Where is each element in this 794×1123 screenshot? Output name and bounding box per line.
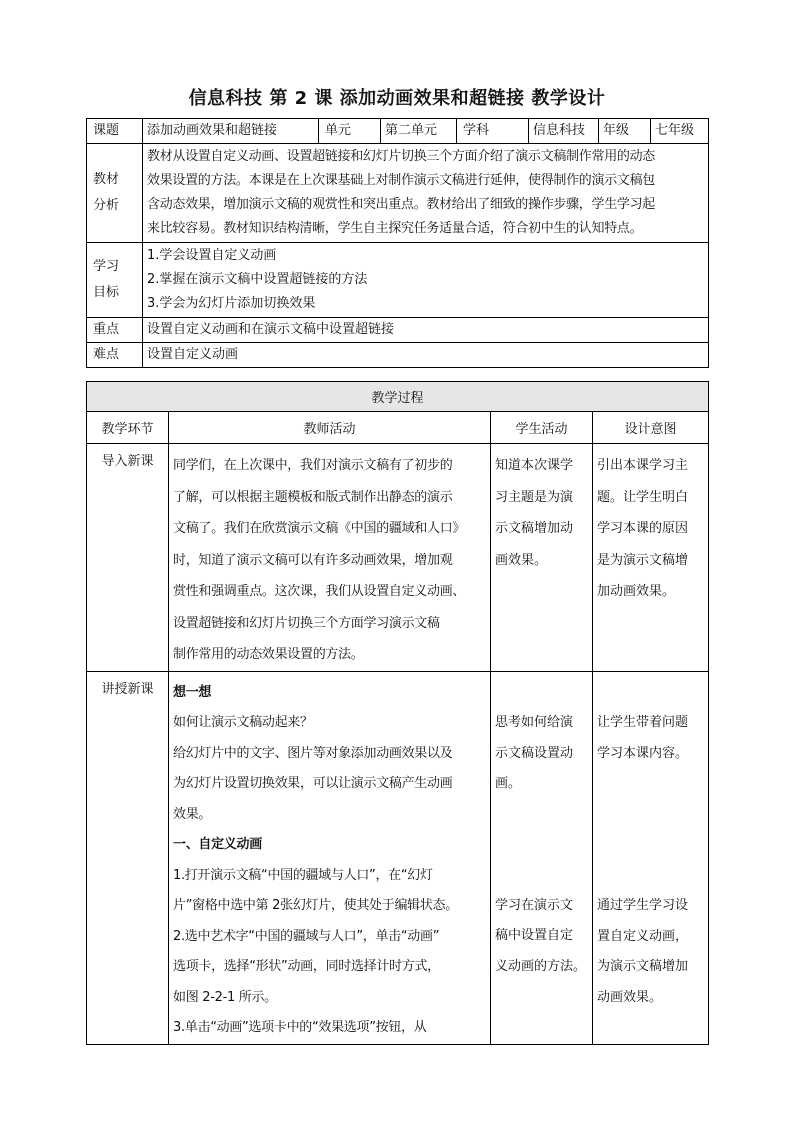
- analysis-label-line: 教材: [93, 172, 120, 187]
- column-header-teacher: 教师活动: [169, 412, 491, 444]
- goal-item: 2.掌握在演示文稿中设置超链接的方法: [147, 272, 368, 287]
- text-line: [597, 678, 704, 709]
- text-line: [495, 678, 588, 709]
- lesson-info-table: [86, 118, 709, 368]
- difficult-point-value: 设置自定义动画: [143, 343, 709, 368]
- process-heading-row: [87, 382, 709, 412]
- subject-value: 信息科技: [529, 119, 599, 144]
- design-intent-new-lesson: [593, 671, 709, 1044]
- goals-label: [87, 243, 143, 318]
- text-line: 制作常用的动态效果设置的方法。: [173, 647, 364, 662]
- grade-label: 年级: [599, 119, 651, 144]
- unit-label: 单元: [319, 119, 381, 144]
- stage-new-lesson: 讲授新课: [87, 671, 169, 1044]
- spacer: [597, 769, 704, 891]
- text-line: 示文稿设置动: [495, 745, 574, 761]
- design-intent-intro: [593, 444, 709, 672]
- analysis-line: 教材从设置自定义动画、设置超链接和幻灯片切换三个方面介绍了演示文稿制作常用的动态: [147, 149, 656, 164]
- text-line: 习主题是为演: [495, 489, 574, 505]
- analysis-line: 来比较容易。教材知识结构清晰，学生自主探究任务适量合适，符合初中生的认知特点。: [147, 221, 643, 236]
- key-point-label: 重点: [87, 318, 143, 343]
- teacher-activity-intro: [169, 444, 491, 672]
- teacher-activity-new-lesson: [169, 671, 491, 1044]
- text-line: 选项卡，选择“形状”动画，同时选择计时方式，: [173, 959, 440, 974]
- text-line: 置自定义动画，: [597, 928, 689, 944]
- text-line: 如何让演示文稿动起来？: [173, 715, 313, 730]
- analysis-row: [87, 144, 709, 243]
- difficult-point-row: [87, 343, 709, 368]
- goals-label-line: 学习: [93, 259, 120, 274]
- document-title: 信息科技 第 2 课 添加动画效果和超链接 教学设计: [188, 88, 606, 109]
- text-line: 示文稿增加动: [495, 521, 574, 536]
- text-line: 为幻灯片设置切换效果，可以让演示文稿产生动画: [173, 776, 453, 791]
- teaching-process-table: [86, 381, 709, 1045]
- process-heading: 教学过程: [87, 382, 709, 412]
- student-activity-new-lesson: [491, 671, 593, 1044]
- text-line: 1.打开演示文稿“中国的疆域与人口”，在“幻灯: [173, 867, 433, 883]
- text-line: 引出本课学习主: [597, 458, 689, 473]
- key-point-value: 设置自定义动画和在演示文稿中设置超链接: [143, 318, 709, 343]
- text-line: 设置超链接和幻灯片切换三个方面学习演示文稿: [173, 615, 440, 631]
- spacer: [495, 800, 588, 891]
- process-row-intro: [87, 444, 709, 672]
- lesson-info-row: [87, 119, 709, 144]
- text-line: 了解，可以根据主题模板和版式制作出静态的演示: [173, 489, 453, 505]
- text-line: 学习本课内容。: [597, 745, 689, 761]
- text-line: 通过学生学习设: [597, 898, 689, 913]
- text-line: 文稿了。我们在欣赏演示文稿《中国的疆域和人口》: [173, 521, 466, 536]
- topic-value: 添加动画效果和超链接: [143, 119, 319, 144]
- text-line: 题。让学生明白: [597, 489, 689, 505]
- analysis-text: [143, 144, 709, 243]
- text-line: 2.选中艺术字“中国的疆域与人口”，单击“动画”: [173, 928, 440, 944]
- analysis-line: 含动态效果，增加演示文稿的观赏性和突出重点。教材给出了细致的操作步骤，学生学习起: [147, 197, 656, 212]
- text-line: 是为演示文稿增: [597, 552, 689, 568]
- process-row-new-lesson: [87, 671, 709, 1044]
- goal-item: 3.学会为幻灯片添加切换效果: [147, 296, 316, 311]
- text-line: 稿中设置自定: [495, 928, 574, 943]
- goal-item: 1.学会设置自定义动画: [147, 248, 277, 263]
- key-point-row: [87, 318, 709, 343]
- goals-label-line: 目标: [93, 285, 120, 300]
- text-line: 知道本次课学: [495, 458, 574, 473]
- text-line: 效果。: [173, 806, 212, 822]
- grade-value: 七年级: [651, 119, 709, 144]
- section-heading: 一、自定义动画: [173, 837, 262, 852]
- analysis-label-line: 分析: [93, 198, 120, 213]
- goals-list: [143, 243, 709, 318]
- topic-label: 课题: [87, 119, 143, 144]
- text-line: 给幻灯片中的文字、图片等对象添加动画效果以及: [173, 745, 453, 761]
- analysis-line: 效果设置的方法。本课是在上次课基础上对制作演示文稿进行延伸，使得制作的演示文稿包: [147, 173, 656, 188]
- student-activity-intro: [491, 444, 593, 672]
- text-line: 让学生带着问题: [597, 715, 689, 730]
- text-line: 如图 2-2-1 所示。: [173, 989, 277, 1005]
- text-line: 赏性和强调重点。这次课，我们从设置自定义动画、: [173, 584, 466, 599]
- subheading: 想一想: [173, 684, 212, 700]
- text-line: 思考如何给演: [495, 715, 574, 730]
- goals-row: [87, 243, 709, 318]
- text-line: 同学们，在上次课中，我们对演示文稿有了初步的: [173, 458, 453, 473]
- column-header-student: 学生活动: [491, 412, 593, 444]
- text-line: 学习在演示文: [495, 897, 574, 913]
- text-line: 加动画效果。: [597, 584, 676, 599]
- column-header-stage: 教学环节: [87, 412, 169, 444]
- column-header-intent: 设计意图: [593, 412, 709, 444]
- subject-label: 学科: [457, 119, 529, 144]
- text-line: 为演示文稿增加: [597, 959, 689, 974]
- stage-intro: 导入新课: [87, 444, 169, 672]
- text-line: 画。: [495, 776, 522, 791]
- text-line: 学习本课的原因: [597, 521, 689, 536]
- analysis-label: [87, 144, 143, 243]
- text-line: 画效果。: [495, 552, 548, 568]
- text-line: 片”窗格中选中第 2张幻灯片，使其处于编辑状态。: [173, 898, 458, 913]
- text-line: 3.单击“动画”选项卡中的“效果选项”按钮，从: [173, 1020, 427, 1035]
- text-line: 动画效果。: [597, 989, 663, 1005]
- process-column-header-row: [87, 412, 709, 444]
- text-line: 义动画的方法。: [495, 958, 587, 974]
- text-line: 时，知道了演示文稿可以有许多动画效果，增加观: [173, 552, 453, 568]
- difficult-point-label: 难点: [87, 343, 143, 368]
- unit-value: 第二单元: [381, 119, 457, 144]
